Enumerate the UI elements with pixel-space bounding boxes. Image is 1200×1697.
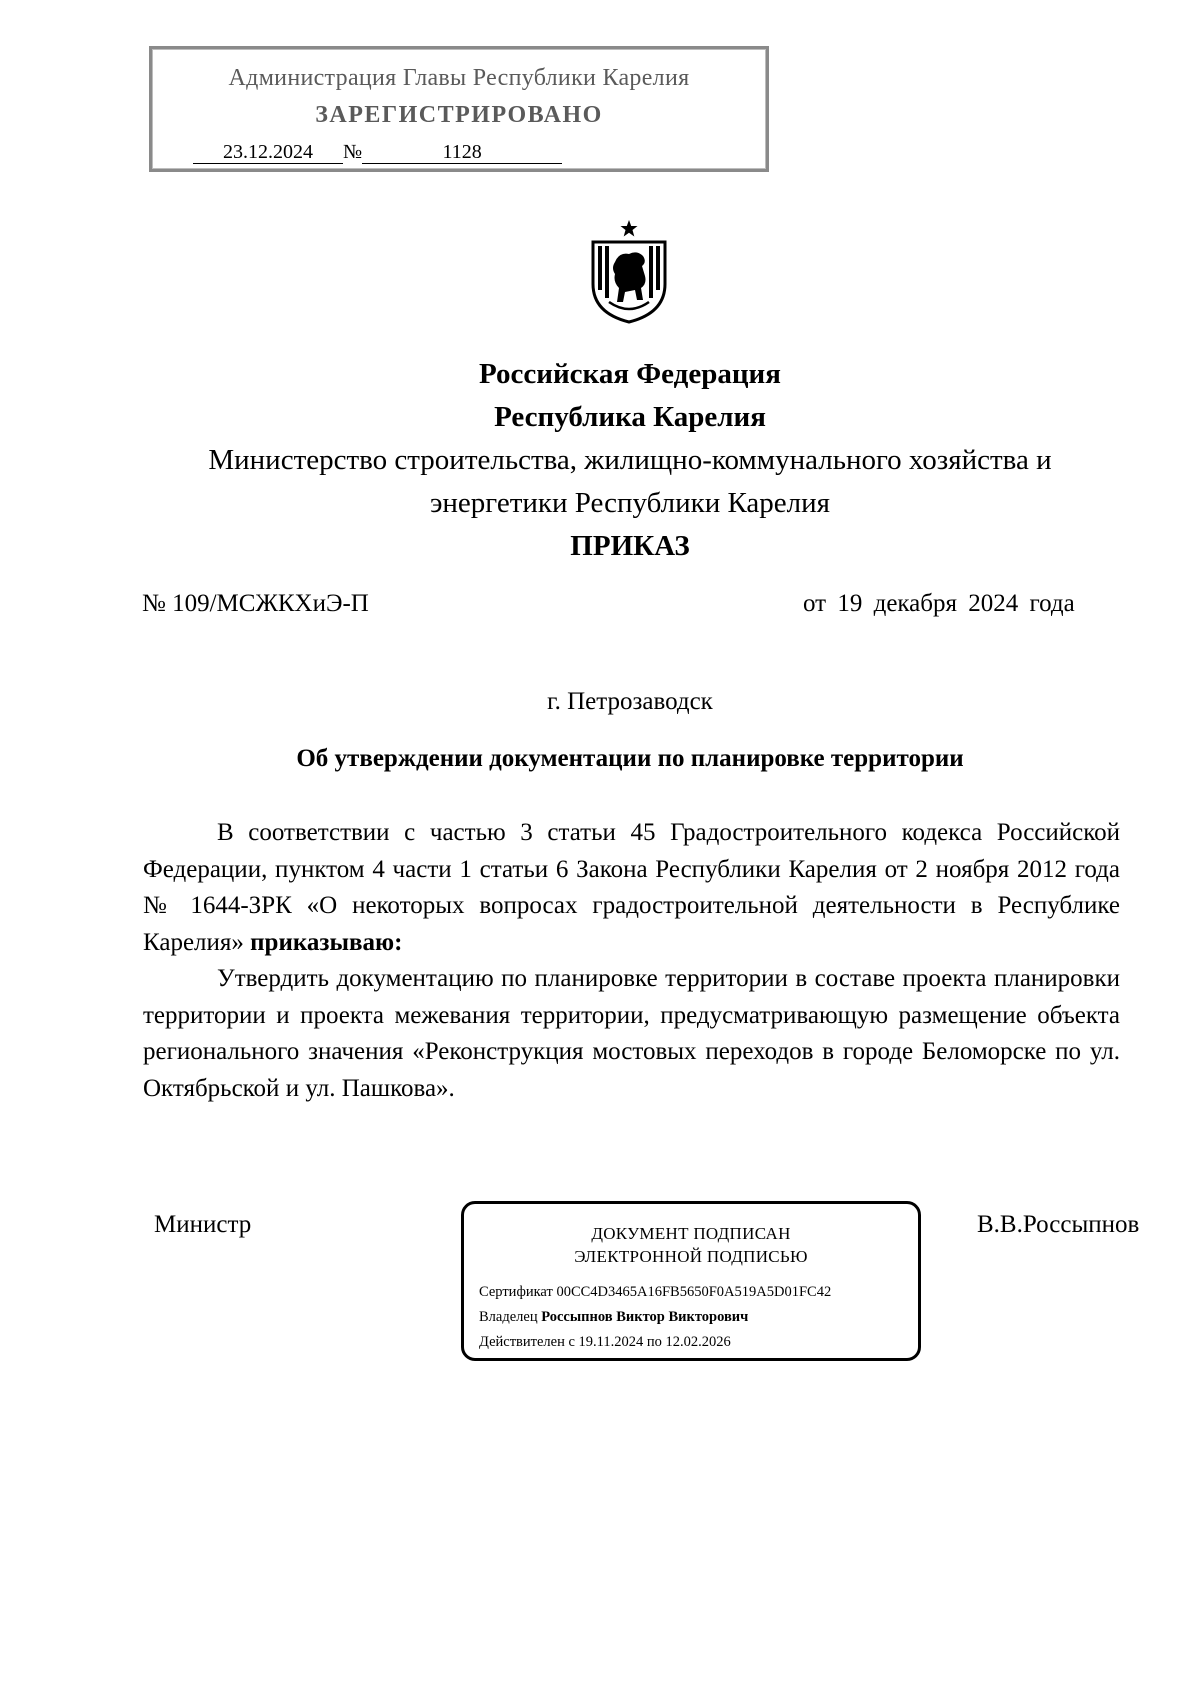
esig-certificate-row — [479, 1284, 831, 1301]
esig-owner-label: Владелец — [479, 1309, 538, 1325]
registration-stamp — [149, 46, 769, 172]
electronic-signature-stamp — [461, 1201, 921, 1361]
order-city: г. Петрозаводск — [547, 688, 713, 715]
header-region: Республика Карелия — [494, 401, 766, 433]
order-subject: Об утверждении документации по планировке территории — [296, 745, 964, 772]
doc-type-title: ПРИКАЗ — [570, 530, 690, 562]
body-paragraph-1 — [143, 815, 1120, 961]
header-ministry-line1: Министерство строительства, жилищно-коммунального хозяйства и — [208, 444, 1052, 476]
body-paragraph-1-text: В соответствии с частью 3 статьи 45 Градостроительного кодекса Российской Федерации, пунктом 4 части 1 статьи 6 Закона Республики Карелия от 2 ноября 2012 года № 1644-ЗРК «О некоторых вопросах градостроительной деятельности в Республике Карелия» — [143, 819, 1120, 956]
signer-position: Министр — [154, 1211, 252, 1238]
order-number: № 109/МСЖКХиЭ-П — [142, 590, 369, 617]
esig-valid-from: 19.11.2024 — [578, 1334, 644, 1350]
esig-title-line2: ЭЛЕКТРОННОЙ ПОДПИСЬЮ — [574, 1247, 808, 1266]
esig-certificate-label: Сертификат — [479, 1284, 553, 1300]
esig-owner-row — [479, 1309, 748, 1326]
signer-name: В.В.Россыпнов — [977, 1211, 1140, 1238]
karelia-coat-of-arms-icon — [585, 218, 673, 326]
order-body — [143, 815, 1120, 1107]
esig-owner-value: Россыпнов Виктор Викторович — [541, 1309, 749, 1325]
registration-number-sign: № — [343, 141, 363, 163]
esig-valid-label: Действителен — [479, 1334, 565, 1350]
body-paragraph-1-bold: приказываю: — [250, 928, 403, 956]
header-country: Российская Федерация — [479, 358, 781, 390]
body-paragraph-2: Утвердить документацию по планировке территории в составе проекта планировки территории и проекта межевания территории, предусматривающую размещение объекта регионального значения «Реконструкция мостовых переходов в городе Беломорске по ул. Октябрьской и ул. Пашкова». — [143, 965, 1120, 1102]
esig-valid-from-label: с — [568, 1334, 575, 1350]
registration-date-number — [193, 141, 562, 164]
header-ministry-line2: энергетики Республики Карелия — [429, 487, 831, 519]
esig-valid-to-label: по — [646, 1334, 662, 1350]
esig-validity-row — [479, 1334, 731, 1351]
esig-valid-to: 12.02.2026 — [665, 1334, 731, 1350]
registration-date: 23.12.2024 — [193, 141, 343, 164]
order-date: от 19 декабря 2024 года — [803, 590, 1075, 617]
esig-title-line1: ДОКУМЕНТ ПОДПИСАН — [591, 1224, 791, 1243]
registration-organization: Администрация Главы Республики Карелия — [228, 65, 690, 91]
esig-certificate-value: 00CC4D3465A16FB5650F0A519A5D01FC42 — [556, 1284, 832, 1300]
registration-status: ЗАРЕГИСТРИРОВАНО — [315, 102, 603, 128]
registration-number: 1128 — [362, 141, 562, 164]
